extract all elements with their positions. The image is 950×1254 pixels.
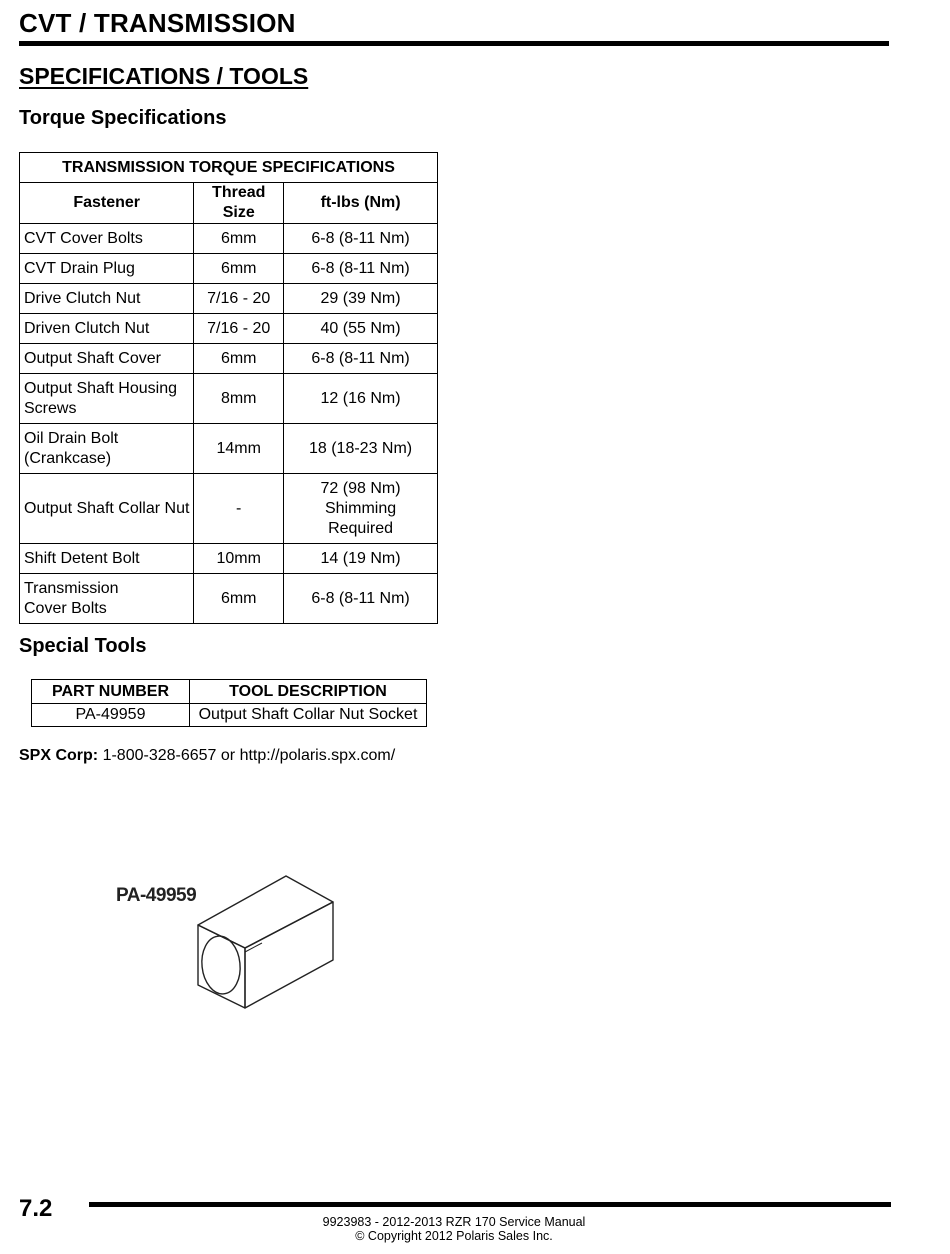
table-row	[20, 424, 438, 474]
spx-label: SPX Corp:	[19, 747, 99, 764]
fastener-cell: Driven Clutch Nut	[20, 314, 194, 344]
table-row	[20, 224, 438, 254]
table-row	[20, 474, 438, 544]
thread-size-cell: 7/16 - 20	[194, 284, 284, 314]
fastener-cell: Transmission Cover Bolts	[20, 574, 194, 624]
footer-manual-title: 9923983 - 2012-2013 RZR 170 Service Manual	[322, 1215, 586, 1229]
table-row	[32, 704, 427, 727]
fastener-cell: Shift Detent Bolt	[20, 544, 194, 574]
special-tools-heading: Special Tools	[19, 635, 147, 657]
section-title: SPECIFICATIONS / TOOLS	[19, 63, 309, 89]
fastener-cell: CVT Drain Plug	[20, 254, 194, 284]
table-row	[20, 254, 438, 284]
torque-value-cell: 6-8 (8-11 Nm)	[284, 344, 438, 374]
footer-rule	[89, 1202, 891, 1207]
torque-value-cell: 6-8 (8-11 Nm)	[284, 574, 438, 624]
fastener-cell: CVT Cover Bolts	[20, 224, 194, 254]
table-row	[20, 284, 438, 314]
thread-size-cell: 10mm	[194, 544, 284, 574]
torque-value-cell: 40 (55 Nm)	[284, 314, 438, 344]
tool-description-cell: Output Shaft Collar Nut Socket	[190, 704, 427, 727]
torque-value-cell: 18 (18-23 Nm)	[284, 424, 438, 474]
torque-value-cell: 6-8 (8-11 Nm)	[284, 254, 438, 284]
thread-size-cell: 7/16 - 20	[194, 314, 284, 344]
table-row	[20, 344, 438, 374]
thread-size-cell: 6mm	[194, 224, 284, 254]
column-header-fastener: Fastener	[20, 183, 194, 224]
special-tools-table	[31, 679, 427, 727]
fastener-cell: Output Shaft Collar Nut	[20, 474, 194, 544]
column-header-tool-description: TOOL DESCRIPTION	[190, 680, 427, 704]
column-header-thread-size: Thread Size	[194, 183, 284, 224]
torque-table-title: TRANSMISSION TORQUE SPECIFICATIONS	[20, 153, 438, 183]
torque-specifications-heading: Torque Specifications	[19, 107, 227, 129]
thread-size-cell: 6mm	[194, 254, 284, 284]
table-row	[20, 314, 438, 344]
thread-size-cell: 14mm	[194, 424, 284, 474]
tool-illustration-label: PA-49959	[116, 885, 197, 906]
torque-value-cell: 29 (39 Nm)	[284, 284, 438, 314]
fastener-cell: Output Shaft Housing Screws	[20, 374, 194, 424]
column-header-part-number: PART NUMBER	[32, 680, 190, 704]
torque-value-cell: 72 (98 Nm) Shimming Required	[284, 474, 438, 544]
torque-value-cell: 6-8 (8-11 Nm)	[284, 224, 438, 254]
socket-tool-illustration	[190, 868, 340, 1013]
page-number: 7.2	[19, 1195, 53, 1222]
table-row	[20, 544, 438, 574]
spx-contact-line	[19, 747, 395, 765]
thread-size-cell: 6mm	[194, 344, 284, 374]
thread-size-cell: 8mm	[194, 374, 284, 424]
thread-size-cell: -	[194, 474, 284, 544]
fastener-cell: Output Shaft Cover	[20, 344, 194, 374]
page-header-title: CVT / TRANSMISSION	[19, 8, 296, 38]
torque-value-cell: 12 (16 Nm)	[284, 374, 438, 424]
thread-size-cell: 6mm	[194, 574, 284, 624]
footer-copyright: © Copyright 2012 Polaris Sales Inc.	[355, 1229, 553, 1243]
torque-specifications-table	[19, 152, 438, 624]
table-row	[20, 374, 438, 424]
header-rule	[19, 41, 889, 46]
part-number-cell: PA-49959	[32, 704, 190, 727]
torque-value-cell: 14 (19 Nm)	[284, 544, 438, 574]
column-header-torque: ft-lbs (Nm)	[284, 183, 438, 224]
table-row	[20, 574, 438, 624]
fastener-cell: Oil Drain Bolt (Crankcase)	[20, 424, 194, 474]
spx-contact: 1-800-328-6657 or http://polaris.spx.com/	[102, 747, 396, 764]
fastener-cell: Drive Clutch Nut	[20, 284, 194, 314]
